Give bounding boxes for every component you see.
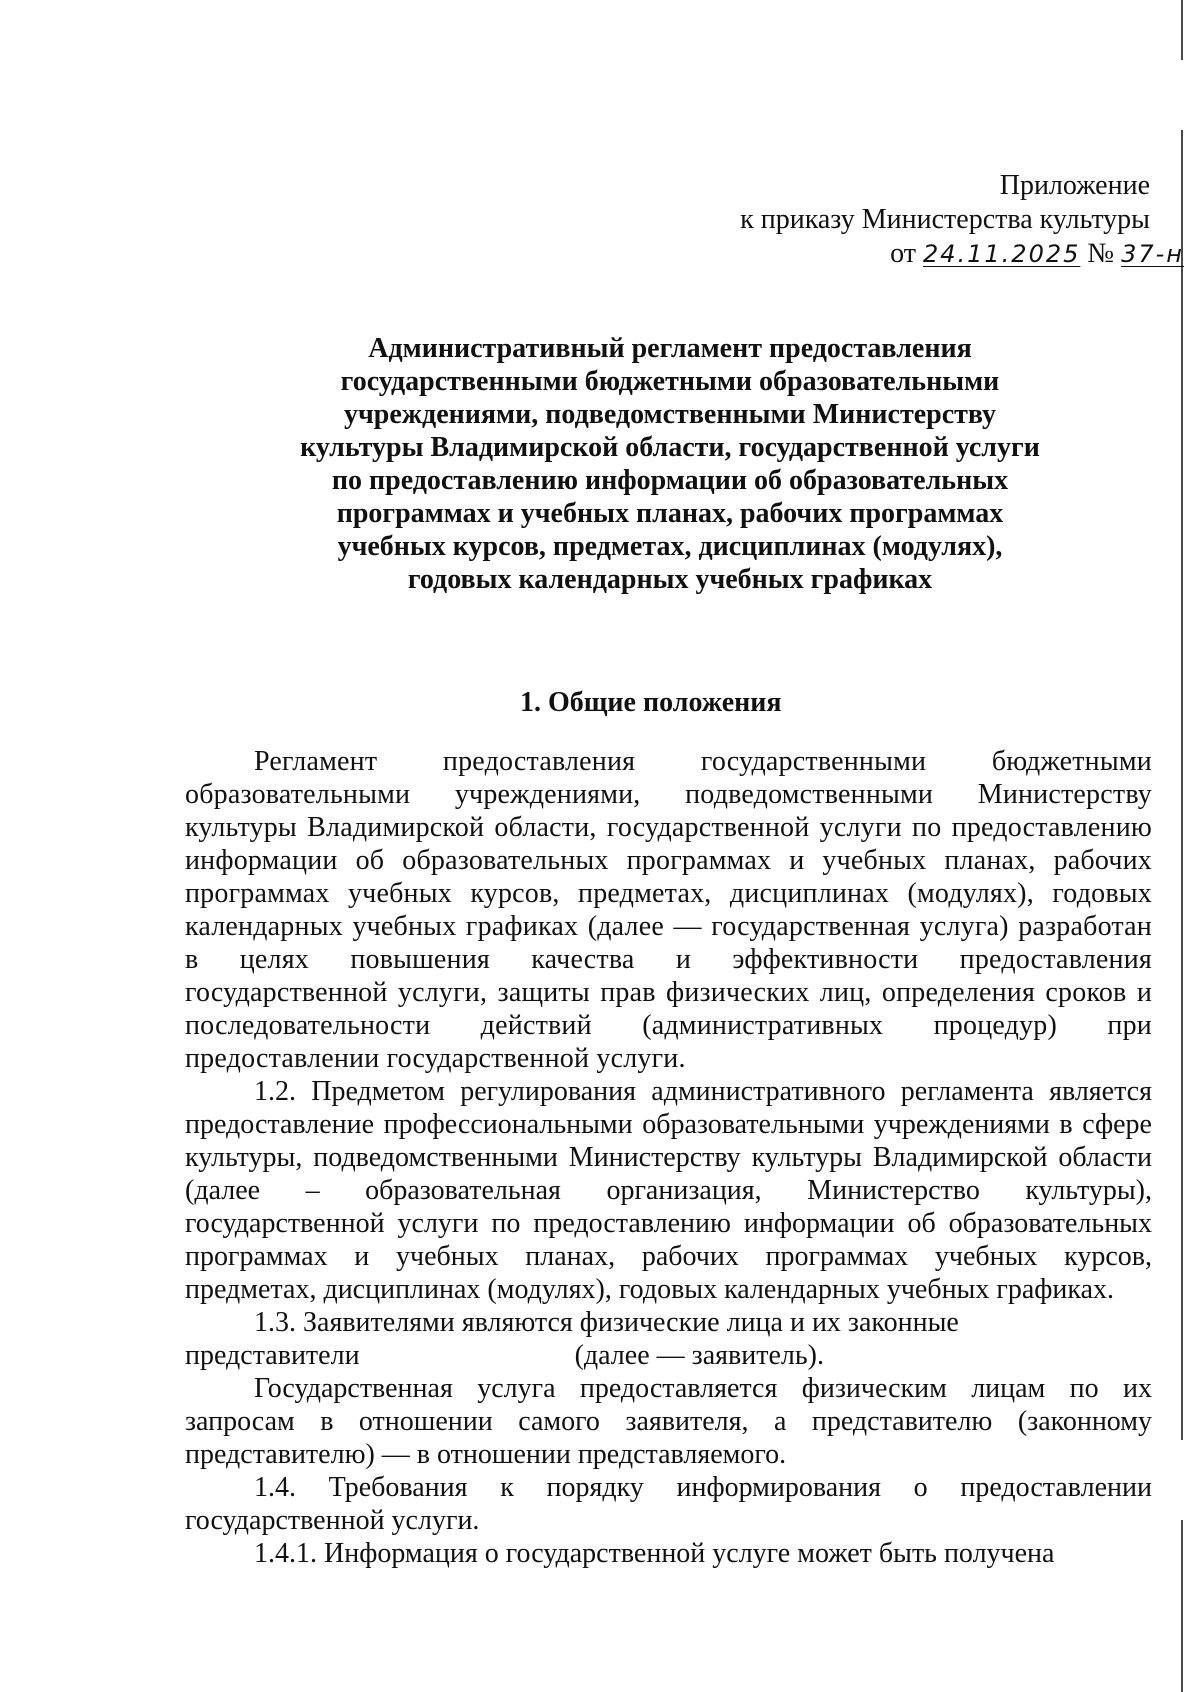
- scan-edge-gap: [1178, 60, 1186, 130]
- paragraph-intro: Регламент предоставления государственными бюджетными образовательными учреждениями, подведомственными Министерству культуры Владимирской области, государственной услуги по предоставлению информации об образовательных программах и учебных планах, рабочих программах учебных курсов, предметах, дисциплинах (модулях), годовых календарных учебных графиках (далее — государственная услуга) разработан в целях повышения качества и эффективности предоставления государственной услуги, защиты прав физических лиц, определения сроков и последовательности действий (административных процедур) при предоставлении государственной услуги.: [185, 746, 1152, 1074]
- date-prefix: от: [890, 238, 916, 269]
- paragraph-1-2: 1.2. Предметом регулирования административного регламента является предоставление профессиональными образовательными учреждениями в сфере культуры, подведомственными Министерству культуры Владимирской области (далее – образовательная организация, Министерство культуры), государственной услуги по предоставлению информации об образовательных программах и учебных планах, рабочих программах учебных курсов, предметах, дисциплинах (модулях), годовых календарных учебных графиках.: [185, 1076, 1152, 1305]
- paragraph-1-3: 1.3. Заявителями являются физические лица и их законные: [254, 1307, 959, 1338]
- order-date: 24.11.2025: [922, 240, 1081, 268]
- paragraph-1-4-1: 1.4.1. Информация о государственной услуге может быть получена: [254, 1538, 1055, 1569]
- representatives-word: представители: [185, 1340, 360, 1371]
- paragraph-1-3-continuation: [185, 1339, 1152, 1372]
- number-prefix: №: [1087, 238, 1115, 269]
- document-body: [185, 745, 1152, 1570]
- order-reference: к приказу Министерства культуры: [740, 204, 1150, 235]
- order-date-number-line: [740, 237, 1184, 271]
- order-number: 37-н: [1121, 240, 1184, 268]
- document-title: Административный регламент предоставления государственными бюджетными образовательными учреждениями, подведомственными Министерству культуры Владимирской области, государственной услуги по предоставлению информации об образовательных программах и учебных планах, рабочих программах учебных курсов, предметах, дисциплинах (модулях), годовых календарных учебных графиках: [300, 333, 1040, 595]
- appendix-label: Приложение: [999, 170, 1150, 201]
- appendix-header: [740, 169, 1184, 271]
- paragraph-1-4: 1.4. Требования к порядку информирования о предоставлении государственной услуги.: [185, 1472, 1152, 1536]
- paragraph-service-scope: Государственная услуга предоставляется физическим лицам по их запросам в отношении самого заявителя, а представителю (законному представителю) — в отношении представляемого.: [185, 1373, 1152, 1470]
- section-heading: 1. Общие положения: [520, 687, 782, 718]
- scan-edge-gap: [1178, 1440, 1186, 1520]
- applicant-definition: (далее — заявитель).: [574, 1340, 824, 1371]
